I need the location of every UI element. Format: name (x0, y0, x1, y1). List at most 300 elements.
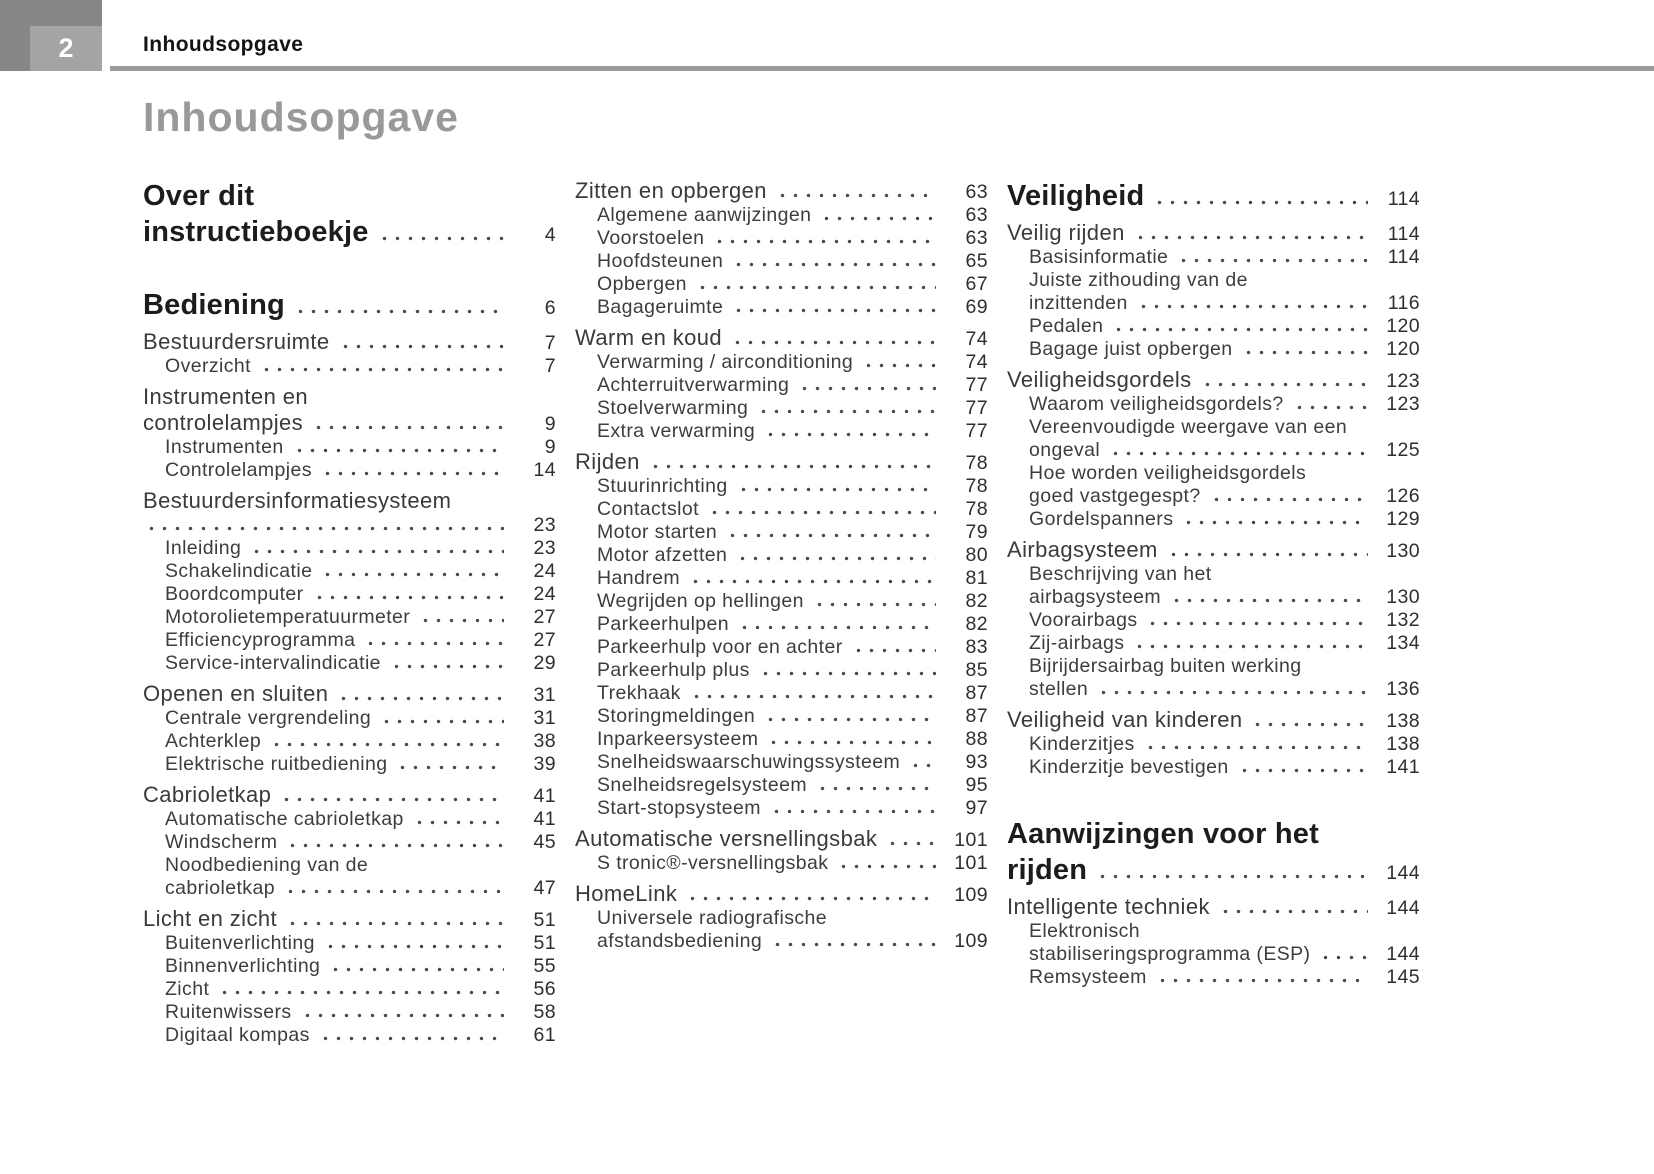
toc-entry-row (143, 932, 556, 955)
dot-leader (732, 308, 936, 313)
toc-entry (1007, 178, 1420, 214)
toc-entry-row (143, 214, 556, 250)
toc-entry-row (575, 374, 988, 397)
toc-entry (1007, 269, 1420, 315)
toc-entry-label: S tronic®-versnellingsbak (597, 852, 829, 874)
toc-entry (143, 782, 556, 808)
toc-entry-page: 87 (965, 682, 988, 704)
toc-entry-page: 134 (1386, 632, 1420, 654)
toc-entry-row (143, 606, 556, 629)
toc-entry-page: 85 (965, 659, 988, 681)
toc-entry-label: Overzicht (165, 355, 251, 377)
dot-leader (852, 648, 936, 653)
toc-entry-row (143, 629, 556, 652)
toc-entry-page: 9 (544, 413, 556, 435)
toc-entry-label: Motor afzetten (597, 544, 728, 566)
dot-leader (1109, 451, 1368, 456)
toc-entry-row (1007, 416, 1420, 439)
toc-entry-row (575, 881, 988, 907)
dot-leader (1156, 978, 1368, 983)
dot-leader (1319, 955, 1368, 960)
toc-entry (1007, 338, 1420, 361)
toc-entry-page: 56 (533, 978, 556, 1000)
dot-leader (1201, 382, 1368, 387)
toc-entry-label: Bestuurdersinformatiesysteem (143, 488, 452, 513)
toc-entry (1007, 563, 1420, 609)
dot-leader (378, 236, 504, 241)
toc-entry-row (1007, 632, 1420, 655)
toc-entry-label: Airbagsysteem (1007, 537, 1158, 562)
toc-entry-row (143, 488, 556, 514)
toc-entry (1007, 707, 1420, 733)
toc-entry-page: 31 (533, 684, 556, 706)
toc-entry-page: 9 (544, 436, 556, 458)
toc-entry (1007, 315, 1420, 338)
dot-leader (1112, 327, 1368, 332)
toc-entry-label: Opbergen (597, 273, 687, 295)
toc-entry-label: Kinderzitjes (1029, 733, 1135, 755)
toc-entry-label: Zitten en opbergen (575, 178, 767, 203)
dot-leader (1146, 621, 1368, 626)
toc-entry-page: 4 (544, 224, 556, 246)
toc-entry (1007, 733, 1420, 756)
toc-entry (143, 652, 556, 675)
toc-column-1 (143, 178, 556, 1047)
toc-entry-page: 83 (965, 636, 988, 658)
toc-entry-label: Digitaal kompas (165, 1024, 310, 1046)
dot-leader (1219, 909, 1368, 914)
toc-entry-label: Windscherm (165, 831, 278, 853)
dot-leader (732, 262, 936, 267)
toc-entry (143, 583, 556, 606)
toc-entry-row (143, 287, 556, 323)
dot-leader (764, 717, 936, 722)
dot-leader (1170, 598, 1368, 603)
toc-entry-row (575, 250, 988, 273)
toc-entry-label: instructieboekje (143, 216, 369, 248)
toc-entry (575, 636, 988, 659)
toc-entry-page: 144 (1386, 897, 1420, 919)
toc-entry-row (1007, 586, 1420, 609)
toc-entry-page: 93 (965, 751, 988, 773)
toc-entry-page: 116 (1387, 292, 1420, 314)
toc-entry-row (143, 436, 556, 459)
toc-entry-label: Storingmeldingen (597, 705, 756, 727)
toc-entry-row (1007, 393, 1420, 416)
toc-entry-row (143, 854, 556, 877)
toc-entry-label: Bagage juist opbergen (1029, 338, 1233, 360)
page-number-tab (0, 0, 102, 71)
toc-entry (143, 730, 556, 753)
dot-leader (731, 340, 936, 345)
toc-entry-row (575, 296, 988, 319)
toc-entry-page: 138 (1386, 733, 1420, 755)
dot-leader (218, 990, 504, 995)
toc-entry-row (1007, 367, 1420, 393)
toc-entry (143, 978, 556, 1001)
toc-entry-label: Efficiencyprogramma (165, 629, 356, 651)
toc-entry-label: Waarom veiligheidsgordels? (1029, 393, 1284, 415)
toc-entry-row (143, 178, 556, 214)
toc-entry (143, 1001, 556, 1024)
toc-entry (575, 449, 988, 475)
dot-leader (696, 285, 936, 290)
toc-entry-page: 130 (1386, 540, 1420, 562)
toc-entry (575, 325, 988, 351)
toc-entry (1007, 632, 1420, 655)
toc-entry (143, 329, 556, 355)
toc-entry (143, 488, 556, 537)
toc-entry (143, 459, 556, 482)
dot-leader (1167, 552, 1368, 557)
toc-entry-label: Instrumenten (165, 436, 284, 458)
toc-entry-row (143, 831, 556, 854)
toc-entry (143, 178, 556, 250)
toc-entry-page: 51 (533, 932, 556, 954)
toc-entry-label: Basisinformatie (1029, 246, 1169, 268)
toc-entry-row (575, 420, 988, 443)
dot-leader (364, 641, 504, 646)
toc-entry (575, 907, 988, 953)
toc-entry-label: Beschrijving van het (1029, 563, 1212, 585)
toc-entry-row (575, 826, 988, 852)
toc-entry-row (1007, 966, 1420, 989)
dot-leader (339, 344, 504, 349)
toc-entry-page: 74 (965, 328, 988, 350)
dot-leader (286, 843, 504, 848)
toc-entry-label: Motor starten (597, 521, 718, 543)
toc-entry-label: Parkeerhulp voor en achter (597, 636, 843, 658)
dot-leader (284, 889, 504, 894)
toc-entry-label: Automatische versnellingsbak (575, 826, 878, 851)
toc-entry-row (575, 751, 988, 774)
dot-leader (759, 671, 936, 676)
toc-entry-row (143, 978, 556, 1001)
toc-entry-page: 47 (533, 877, 556, 899)
toc-entry-label: Buitenverlichting (165, 932, 315, 954)
toc-entry-label: Algemene aanwijzingen (597, 204, 812, 226)
toc-entry-page: 51 (533, 909, 556, 931)
toc-entry-row (575, 852, 988, 875)
toc-entry-row (575, 351, 988, 374)
toc-entry-row (143, 955, 556, 978)
toc-entry-row (1007, 894, 1420, 920)
toc-entry-page: 77 (965, 420, 988, 442)
toc-entry-row (1007, 756, 1420, 779)
toc-entry-page: 123 (1386, 370, 1420, 392)
toc-entry (143, 831, 556, 854)
dot-leader (771, 942, 936, 947)
toc-entry-label: Elektrische ruitbediening (165, 753, 388, 775)
toc-entry-page: 58 (533, 1001, 556, 1023)
toc-entry-label: Bediening (143, 289, 285, 321)
toc-entry-label: Stoelverwarming (597, 397, 749, 419)
dot-leader (1144, 745, 1368, 750)
dot-leader (1177, 258, 1368, 263)
dot-leader (1137, 304, 1368, 309)
dot-leader (649, 464, 936, 469)
toc-entry-page: 87 (965, 705, 988, 727)
toc-entry-row (143, 753, 556, 776)
toc-entry (143, 854, 556, 900)
toc-entry-label: Rijden (575, 449, 640, 474)
toc-entry-page: 79 (965, 521, 988, 543)
toc-entry-row (143, 707, 556, 730)
toc-entry-page: 109 (954, 930, 988, 952)
toc-entry-row (1007, 485, 1420, 508)
toc-entry (575, 682, 988, 705)
toc-entry-page: 39 (533, 753, 556, 775)
toc-entry-page: 82 (965, 613, 988, 635)
toc-entry-label: Veiligheidsgordels (1007, 367, 1192, 392)
toc-entry (143, 707, 556, 730)
toc-entry-row (575, 682, 988, 705)
toc-entry-page: 6 (544, 297, 556, 319)
dot-leader (1096, 874, 1368, 879)
toc-entry (575, 420, 988, 443)
toc-entry (575, 774, 988, 797)
toc-entry (575, 397, 988, 420)
toc-entry-page: 123 (1386, 393, 1420, 415)
toc-entry-label: rijden (1007, 854, 1088, 886)
toc-column-3 (1007, 178, 1420, 1047)
dot-leader (1210, 497, 1368, 502)
toc-entry-page: 55 (533, 955, 556, 977)
toc-entry-label: Noodbediening van de (165, 854, 369, 876)
toc-entry-page: 63 (965, 227, 988, 249)
toc-entry-page: 78 (965, 498, 988, 520)
toc-entry-row (575, 397, 988, 420)
dot-leader (1153, 200, 1368, 205)
toc-entry-row (575, 590, 988, 613)
toc-entry-label: Schakelindicatie (165, 560, 313, 582)
dot-leader (390, 664, 504, 669)
toc-entry (1007, 416, 1420, 462)
toc-entry-label: inzittenden (1029, 292, 1128, 314)
toc-entry-label: Start-stopsysteem (597, 797, 761, 819)
dot-leader (713, 239, 936, 244)
toc-entry-page: 88 (965, 728, 988, 750)
dot-leader (737, 487, 936, 492)
dot-leader (1134, 235, 1368, 240)
toc-entry-row (1007, 439, 1420, 462)
toc-entry (1007, 966, 1420, 989)
dot-leader (260, 367, 504, 372)
toc-entry-label: Remsysteem (1029, 966, 1147, 988)
toc-entry-page: 23 (533, 514, 556, 536)
dot-leader (1293, 405, 1368, 410)
dot-leader (770, 809, 936, 814)
toc-entry (575, 374, 988, 397)
toc-entry-label: Zicht (165, 978, 210, 1000)
toc-entry-row (575, 521, 988, 544)
toc-entry (1007, 537, 1420, 563)
toc-entry-label: Binnenverlichting (165, 955, 321, 977)
toc-entry (575, 178, 988, 204)
toc-entry-row (143, 384, 556, 410)
toc-entry-row (575, 449, 988, 475)
dot-leader (708, 510, 936, 515)
toc-entry-page: 109 (954, 884, 988, 906)
toc-entry-label: Service-intervalindicatie (165, 652, 381, 674)
toc-entry-row (143, 906, 556, 932)
toc-entry-page: 120 (1386, 338, 1420, 360)
toc-entry-page: 67 (965, 273, 988, 295)
toc-entry-row (1007, 508, 1420, 531)
toc-entry-row (1007, 563, 1420, 586)
toc-entry-page: 144 (1386, 943, 1420, 965)
dot-leader (798, 386, 936, 391)
toc-entry-label: Extra verwarming (597, 420, 756, 442)
toc-entry-label: HomeLink (575, 881, 678, 906)
toc-entry (1007, 508, 1420, 531)
toc-entry (1007, 246, 1420, 269)
toc-entry-page: 101 (954, 829, 988, 851)
dot-leader (862, 363, 936, 368)
toc-entry-row (143, 459, 556, 482)
toc-entry-label: Achterklep (165, 730, 262, 752)
toc-entry-page: 23 (533, 537, 556, 559)
toc-entry (1007, 367, 1420, 393)
toc-entry-row (143, 652, 556, 675)
toc-entry-row (143, 730, 556, 753)
toc-entry-label: Stuurinrichting (597, 475, 728, 497)
toc-entry-row (143, 681, 556, 707)
toc-entry-label: ongeval (1029, 439, 1101, 461)
toc-entry-page: 114 (1387, 188, 1420, 210)
toc-entry-row (1007, 246, 1420, 269)
toc-entry-page: 74 (965, 351, 988, 373)
toc-entry-page: 138 (1386, 710, 1420, 732)
dot-leader (319, 1036, 504, 1041)
toc-entry-label: goed vastgegespt? (1029, 485, 1201, 507)
toc-entry-page: 95 (965, 774, 988, 796)
toc-entry-label: Trekhaak (597, 682, 681, 704)
toc-entry-label: Achterruitverwarming (597, 374, 790, 396)
toc-entry-row (143, 1001, 556, 1024)
toc-entry-label: Wegrijden op hellingen (597, 590, 804, 612)
dot-leader (280, 797, 504, 802)
toc-entry-row (1007, 678, 1420, 701)
toc-entry (575, 475, 988, 498)
toc-entry-page: 101 (954, 852, 988, 874)
toc-entry-row (1007, 943, 1420, 966)
toc-entry-label: Hoofdsteunen (597, 250, 724, 272)
toc-entry-label: Controlelampjes (165, 459, 312, 481)
toc-entry (575, 296, 988, 319)
toc-entry-page: 81 (965, 567, 988, 589)
toc-entry-page: 41 (533, 785, 556, 807)
toc-entry-row (143, 1024, 556, 1047)
toc-entry-row (575, 705, 988, 728)
toc-entry-label: airbagsysteem (1029, 586, 1162, 608)
toc-entry-row (143, 537, 556, 560)
toc-entry-page: 82 (965, 590, 988, 612)
toc-entry (143, 287, 556, 323)
dot-leader (689, 579, 936, 584)
toc-entry-label: Over dit (143, 180, 255, 212)
dot-leader (1238, 768, 1368, 773)
toc-entry-label: Bestuurdersruimte (143, 329, 330, 354)
toc-entry-row (143, 782, 556, 808)
dot-leader (813, 602, 936, 607)
toc-entry-label: Veiligheid (1007, 180, 1145, 212)
toc-entry (143, 384, 556, 436)
toc-entry (1007, 816, 1420, 888)
toc-entry-page: 132 (1386, 609, 1420, 631)
toc-entry-label: Openen en sluiten (143, 681, 329, 706)
toc-entry (143, 906, 556, 932)
dot-leader (337, 696, 504, 701)
toc-entry-label: Universele radiografische (597, 907, 828, 929)
toc-entry-row (575, 613, 988, 636)
toc-entry-page: 78 (965, 475, 988, 497)
toc-entry-page: 145 (1386, 966, 1420, 988)
toc-entry-page: 77 (965, 374, 988, 396)
toc-entry (1007, 609, 1420, 632)
toc-entry-row (143, 355, 556, 378)
toc-entry (575, 881, 988, 907)
toc-entry-page: 41 (533, 808, 556, 830)
toc-entry-label: Snelheidsregelsysteem (597, 774, 808, 796)
toc-entry (1007, 920, 1420, 966)
toc-entry-page: 38 (533, 730, 556, 752)
toc-entry (575, 852, 988, 875)
toc-entry-row (1007, 852, 1420, 888)
toc-entry (143, 355, 556, 378)
toc-entry-page: 63 (965, 181, 988, 203)
toc-entry (143, 537, 556, 560)
toc-entry-row (575, 204, 988, 227)
toc-entry (143, 606, 556, 629)
toc-entry (575, 521, 988, 544)
dot-leader (1182, 520, 1368, 525)
toc-entry-row (143, 583, 556, 606)
toc-entry-row (575, 659, 988, 682)
toc-entry-page: 69 (965, 296, 988, 318)
page-number: 2 (58, 33, 74, 63)
dot-leader (909, 763, 936, 768)
toc-entry-label: Licht en zicht (143, 906, 278, 931)
toc-entry-page: 80 (965, 544, 988, 566)
toc-entry-page: 24 (533, 583, 556, 605)
toc-entry-label: Instrumenten en (143, 384, 308, 409)
dot-leader (329, 967, 504, 972)
toc-entry-label: Bijrijdersairbag buiten werking (1029, 655, 1302, 677)
toc-entry-label: Hoe worden veiligheidsgordels (1029, 462, 1307, 484)
toc-entry-row (575, 544, 988, 567)
dot-leader (820, 216, 936, 221)
header-rule (110, 66, 1654, 71)
toc-entry-row (1007, 338, 1420, 361)
toc-entry-page: 65 (965, 250, 988, 272)
toc-entry-row (1007, 733, 1420, 756)
toc-entry-label: Handrem (597, 567, 680, 589)
toc-entry-page: 63 (965, 204, 988, 226)
toc-entry (575, 250, 988, 273)
toc-entry-page: 61 (533, 1024, 556, 1046)
toc-entry-page: 27 (533, 606, 556, 628)
toc-entry-row (575, 498, 988, 521)
toc-entry-row (575, 227, 988, 250)
toc-entry (1007, 756, 1420, 779)
dot-leader (757, 409, 936, 414)
toc-entry-label: Gordelspanners (1029, 508, 1174, 530)
dot-leader (686, 896, 936, 901)
toc-entry (1007, 220, 1420, 246)
toc-entry-row (1007, 462, 1420, 485)
dot-leader (1133, 644, 1368, 649)
